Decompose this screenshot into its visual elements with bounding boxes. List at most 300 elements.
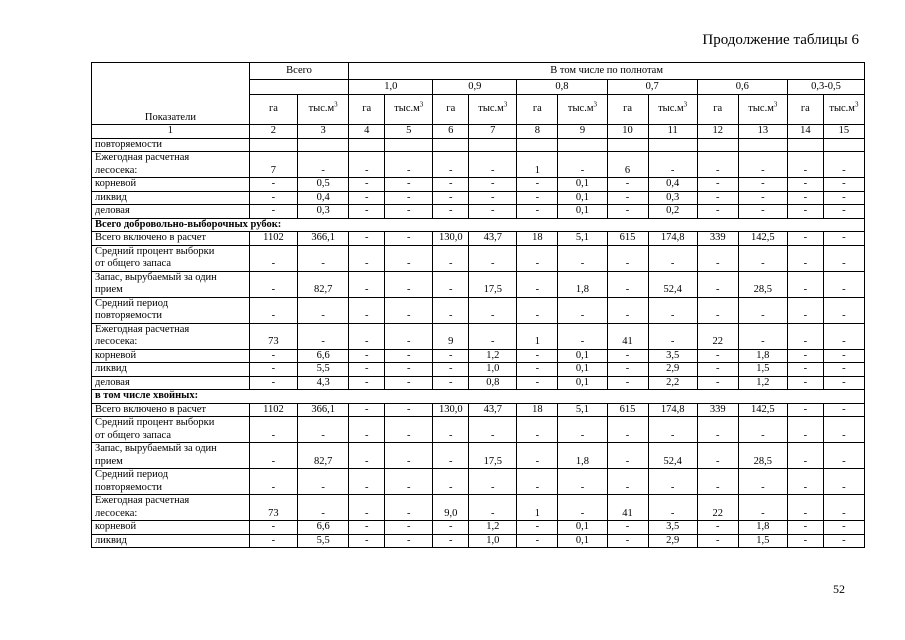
table-cell: -: [385, 232, 433, 246]
table-cell: -: [738, 495, 787, 521]
table-cell: -: [607, 469, 648, 495]
column-number: 11: [648, 125, 697, 139]
header-unit-th-m3: [823, 95, 864, 125]
column-number: 12: [697, 125, 738, 139]
table-row: [92, 534, 865, 548]
row-label-line1: Средний процент выборки: [95, 417, 215, 428]
table-cell: -: [349, 191, 385, 205]
table-cell: -: [823, 349, 864, 363]
section-title: в том числе хвойных:: [92, 390, 865, 404]
column-number: 9: [558, 125, 607, 139]
unit-label: тыс.м: [748, 103, 774, 115]
column-number: 3: [298, 125, 349, 139]
table-cell: -: [607, 376, 648, 390]
table-cell: -: [298, 417, 349, 443]
column-number: 7: [469, 125, 517, 139]
table-cell: -: [517, 297, 558, 323]
table-cell: 142,5: [738, 403, 787, 417]
table-cell: 339: [697, 403, 738, 417]
column-number: 1: [92, 125, 250, 139]
header-unit-ha: га: [607, 95, 648, 125]
table-cell: -: [648, 245, 697, 271]
table-cell: 22: [697, 323, 738, 349]
table-cell: -: [517, 363, 558, 377]
table-cell: 43,7: [469, 403, 517, 417]
row-label-line1: Ежегодная расчетная: [95, 152, 190, 163]
column-number: 6: [433, 125, 469, 139]
row-label: [92, 205, 250, 219]
table-cell: [433, 138, 469, 152]
row-label-line1: Всего включено в расчет: [95, 232, 207, 243]
table-row: [92, 349, 865, 363]
table-cell: 2,9: [648, 363, 697, 377]
table-cell: -: [823, 297, 864, 323]
table-cell: -: [433, 178, 469, 192]
table-cell: -: [738, 297, 787, 323]
section-title: Всего добровольно-выборочных рубок:: [92, 218, 865, 232]
section-row: [92, 218, 865, 232]
row-label-line1: повторяемости: [95, 138, 163, 150]
table-cell: -: [787, 152, 823, 178]
column-number: 10: [607, 125, 648, 139]
table-cell: 130,0: [433, 232, 469, 246]
table-cell: 41: [607, 495, 648, 521]
table-cell: 0,2: [648, 205, 697, 219]
row-label-line2: лесосека:: [95, 336, 138, 347]
unit-sup: 3: [593, 100, 597, 109]
table-cell: -: [823, 152, 864, 178]
table-cell: -: [607, 271, 648, 297]
table-cell: -: [787, 521, 823, 535]
row-label: [92, 271, 250, 297]
table-cell: 366,1: [298, 403, 349, 417]
table-cell: -: [349, 495, 385, 521]
table-cell: 6: [607, 152, 648, 178]
table-row: [92, 495, 865, 521]
table-cell: -: [787, 376, 823, 390]
table-cell: 1,0: [469, 534, 517, 548]
row-label-line2: прием: [95, 455, 123, 467]
table-cell: 1,8: [558, 271, 607, 297]
table-cell: -: [249, 534, 297, 548]
table-cell: -: [385, 417, 433, 443]
row-label: [92, 521, 250, 535]
table-cell: -: [823, 417, 864, 443]
table-cell: [787, 138, 823, 152]
table-cell: 73: [249, 495, 297, 521]
table-cell: 5,1: [558, 232, 607, 246]
table-cell: 1,2: [469, 349, 517, 363]
row-label-line2: лесосека:: [95, 164, 138, 176]
row-label-line1: ликвид: [95, 363, 127, 374]
table-cell: -: [697, 178, 738, 192]
unit-sup: 3: [854, 100, 859, 109]
table-cell: -: [469, 469, 517, 495]
table-cell: -: [249, 363, 297, 377]
table-cell: -: [738, 245, 787, 271]
table-cell: -: [349, 443, 385, 469]
table-cell: -: [823, 403, 864, 417]
table-cell: 17,5: [469, 271, 517, 297]
table-cell: 0,8: [469, 376, 517, 390]
unit-sup: 3: [419, 100, 424, 109]
table-cell: -: [349, 363, 385, 377]
table-cell: -: [385, 323, 433, 349]
table-cell: -: [823, 245, 864, 271]
table-cell: -: [517, 349, 558, 363]
table-cell: -: [517, 521, 558, 535]
table-cell: -: [607, 534, 648, 548]
table-cell: -: [349, 152, 385, 178]
table-cell: -: [607, 417, 648, 443]
table-cell: -: [787, 245, 823, 271]
table-cell: -: [385, 521, 433, 535]
table-cell: -: [738, 323, 787, 349]
table-cell: -: [469, 245, 517, 271]
header-density: 0,7: [607, 80, 697, 95]
table-cell: -: [349, 271, 385, 297]
row-label: [92, 349, 250, 363]
row-label: [92, 495, 250, 521]
header-unit-th-m3: [648, 95, 697, 125]
table-cell: -: [787, 271, 823, 297]
table-cell: -: [433, 349, 469, 363]
table-cell: 366,1: [298, 232, 349, 246]
table-cell: -: [385, 403, 433, 417]
table-cell: -: [558, 417, 607, 443]
table-cell: -: [823, 178, 864, 192]
unit-label: тыс.м: [829, 103, 855, 115]
table-row: [92, 205, 865, 219]
table-cell: -: [249, 205, 297, 219]
header-indicators: Показатели: [92, 63, 250, 125]
table-cell: -: [298, 152, 349, 178]
table-cell: -: [517, 191, 558, 205]
table-cell: 174,8: [648, 232, 697, 246]
table-row: [92, 232, 865, 246]
table-cell: -: [697, 521, 738, 535]
table-cell: -: [385, 205, 433, 219]
table-cell: -: [738, 469, 787, 495]
table-row: [92, 363, 865, 377]
header-unit-th-m3: [558, 95, 607, 125]
table-cell: 82,7: [298, 271, 349, 297]
table-cell: -: [697, 245, 738, 271]
table-cell: -: [349, 349, 385, 363]
header-unit-th-m3: [738, 95, 787, 125]
table-cell: [249, 138, 297, 152]
table-cell: -: [607, 349, 648, 363]
table-cell: -: [823, 521, 864, 535]
table-cell: -: [298, 495, 349, 521]
table-cell: -: [298, 297, 349, 323]
table-cell: 52,4: [648, 443, 697, 469]
header-incl-density: В том числе по полнотам: [349, 63, 865, 80]
row-label-line1: Всего включено в расчет: [95, 403, 207, 415]
table-cell: -: [249, 443, 297, 469]
table-cell: -: [433, 417, 469, 443]
table-cell: -: [349, 297, 385, 323]
table-row: [92, 138, 865, 152]
table-cell: -: [385, 363, 433, 377]
table-cell: 1: [517, 495, 558, 521]
row-label: [92, 323, 250, 349]
table-cell: -: [697, 534, 738, 548]
table-cell: 3,5: [648, 521, 697, 535]
row-label: [92, 191, 250, 205]
table-cell: 0,1: [558, 521, 607, 535]
row-label-line2: прием: [95, 284, 123, 295]
table-cell: -: [787, 443, 823, 469]
table-cell: -: [385, 271, 433, 297]
table-cell: 1: [517, 152, 558, 178]
table-cell: -: [349, 205, 385, 219]
table-row: [92, 417, 865, 443]
table-cell: -: [648, 495, 697, 521]
table-cell: -: [823, 376, 864, 390]
table-cell: 1,2: [469, 521, 517, 535]
row-label-line2: от общего запаса: [95, 429, 171, 441]
table-cell: -: [385, 534, 433, 548]
table-cell: [517, 138, 558, 152]
table-cell: 1102: [249, 232, 297, 246]
unit-label: тыс.м: [658, 103, 684, 115]
table-caption: Продолжение таблицы 6: [702, 32, 859, 48]
table-cell: 7: [249, 152, 297, 178]
table-row: [92, 178, 865, 192]
table-cell: -: [249, 349, 297, 363]
table-cell: -: [249, 417, 297, 443]
table-cell: -: [558, 469, 607, 495]
row-label: [92, 417, 250, 443]
table-cell: -: [607, 521, 648, 535]
table-cell: -: [787, 349, 823, 363]
row-label-line2: повторяемости: [95, 310, 163, 321]
table-cell: -: [298, 469, 349, 495]
table-row: [92, 297, 865, 323]
table-cell: 615: [607, 232, 648, 246]
table-cell: [648, 138, 697, 152]
row-label-line1: Средний процент выборки: [95, 245, 215, 257]
table-cell: -: [517, 443, 558, 469]
table-cell: [469, 138, 517, 152]
table-cell: -: [697, 191, 738, 205]
table-cell: 28,5: [738, 271, 787, 297]
table-cell: -: [385, 376, 433, 390]
table-row: [92, 376, 865, 390]
row-label-line2: повторяемости: [95, 481, 163, 493]
table-cell: -: [697, 152, 738, 178]
row-label: [92, 152, 250, 178]
row-label: [92, 469, 250, 495]
table-cell: -: [349, 534, 385, 548]
row-label: [92, 534, 250, 548]
row-label-line1: Ежегодная расчетная: [95, 323, 190, 335]
table-row: [92, 403, 865, 417]
table-cell: -: [517, 376, 558, 390]
table-cell: -: [349, 232, 385, 246]
table-cell: -: [298, 245, 349, 271]
table-cell: -: [787, 469, 823, 495]
table-cell: -: [787, 205, 823, 219]
header-density: 0,9: [433, 80, 517, 95]
column-number: 2: [249, 125, 297, 139]
table-row: [92, 191, 865, 205]
table-cell: -: [469, 417, 517, 443]
table-cell: -: [558, 495, 607, 521]
table-cell: 0,1: [558, 376, 607, 390]
table-cell: 1: [517, 323, 558, 349]
header-density: 0,6: [697, 80, 787, 95]
header-density: 0,3-0,5: [787, 80, 864, 95]
table-cell: 4,3: [298, 376, 349, 390]
table-cell: -: [607, 178, 648, 192]
header-density: 1,0: [349, 80, 433, 95]
table-cell: 0,3: [648, 191, 697, 205]
table-cell: -: [433, 297, 469, 323]
unit-label: тыс.м: [567, 103, 594, 115]
table-cell: -: [607, 245, 648, 271]
table-cell: -: [385, 495, 433, 521]
section-row: [92, 390, 865, 404]
row-label-line1: Средний период: [95, 469, 169, 480]
column-number: 5: [385, 125, 433, 139]
table-cell: 73: [249, 323, 297, 349]
table-cell: -: [787, 495, 823, 521]
table-cell: -: [385, 245, 433, 271]
table-cell: 41: [607, 323, 648, 349]
table-cell: 339: [697, 232, 738, 246]
table-cell: 0,4: [298, 191, 349, 205]
table-cell: -: [607, 205, 648, 219]
table-cell: -: [433, 205, 469, 219]
table-cell: [558, 138, 607, 152]
table-cell: -: [787, 323, 823, 349]
table-cell: -: [697, 297, 738, 323]
table-cell: -: [738, 178, 787, 192]
table-cell: 0,1: [558, 191, 607, 205]
table-cell: -: [607, 191, 648, 205]
row-label-line2: лесосека:: [95, 507, 138, 519]
table-cell: -: [385, 297, 433, 323]
table-cell: -: [385, 349, 433, 363]
header-unit-th-m3: [298, 95, 349, 125]
table-cell: 9,0: [433, 495, 469, 521]
row-label: [92, 297, 250, 323]
table-cell: -: [738, 205, 787, 219]
table-cell: -: [648, 417, 697, 443]
table-cell: 18: [517, 232, 558, 246]
table-cell: -: [433, 521, 469, 535]
table-cell: -: [648, 469, 697, 495]
table-cell: 5,5: [298, 534, 349, 548]
table-cell: [738, 138, 787, 152]
header-unit-ha: га: [787, 95, 823, 125]
table-cell: -: [697, 469, 738, 495]
table-row: [92, 521, 865, 535]
table-cell: -: [349, 469, 385, 495]
table-cell: -: [823, 534, 864, 548]
table-cell: -: [738, 152, 787, 178]
table-cell: 1,5: [738, 363, 787, 377]
table-cell: -: [648, 152, 697, 178]
table-cell: -: [697, 205, 738, 219]
header-total: Всего: [249, 63, 348, 80]
table-cell: 18: [517, 403, 558, 417]
table-cell: -: [607, 443, 648, 469]
forest-table: [91, 62, 865, 548]
table-cell: -: [433, 534, 469, 548]
table-cell: 0,5: [298, 178, 349, 192]
table-cell: -: [787, 232, 823, 246]
table-cell: -: [249, 376, 297, 390]
table-cell: -: [249, 178, 297, 192]
table-cell: -: [349, 323, 385, 349]
unit-label: тыс.м: [478, 103, 504, 115]
table-cell: -: [823, 271, 864, 297]
table-cell: -: [249, 245, 297, 271]
table-cell: 0,1: [558, 534, 607, 548]
table-cell: 43,7: [469, 232, 517, 246]
table-cell: -: [249, 521, 297, 535]
table-cell: -: [433, 376, 469, 390]
table-cell: 1,2: [738, 376, 787, 390]
row-label-line1: Запас, вырубаемый за один: [95, 271, 217, 283]
unit-sup: 3: [334, 100, 338, 109]
table-cell: -: [249, 271, 297, 297]
table-cell: -: [469, 205, 517, 219]
table-row: [92, 271, 865, 297]
row-label: [92, 403, 250, 417]
table-cell: -: [787, 297, 823, 323]
row-label-line1: Средний период: [95, 297, 169, 309]
table-cell: 1,8: [558, 443, 607, 469]
table-cell: -: [433, 443, 469, 469]
table-cell: -: [517, 245, 558, 271]
table-cell: -: [433, 469, 469, 495]
table-cell: -: [433, 245, 469, 271]
table-cell: -: [517, 178, 558, 192]
header-density: 0,8: [517, 80, 607, 95]
table-cell: -: [697, 443, 738, 469]
table-cell: [349, 138, 385, 152]
table-row: [92, 245, 865, 271]
unit-label: тыс.м: [394, 103, 420, 115]
table-cell: 2,2: [648, 376, 697, 390]
table-cell: -: [787, 417, 823, 443]
table-cell: -: [249, 297, 297, 323]
table-cell: -: [823, 323, 864, 349]
row-label: [92, 138, 250, 152]
row-label-line1: корневой: [95, 178, 137, 189]
table-cell: -: [787, 403, 823, 417]
table-cell: [823, 138, 864, 152]
table-cell: -: [558, 323, 607, 349]
table-cell: [298, 138, 349, 152]
table-cell: 6,6: [298, 349, 349, 363]
table-cell: 0,1: [558, 363, 607, 377]
table-cell: -: [469, 495, 517, 521]
table-cell: -: [697, 271, 738, 297]
unit-sup: 3: [683, 100, 688, 109]
table-cell: -: [823, 205, 864, 219]
header-unit-ha: га: [517, 95, 558, 125]
unit-sup: 3: [503, 100, 508, 109]
unit-sup: 3: [773, 100, 778, 109]
column-number: 13: [738, 125, 787, 139]
table-cell: -: [823, 495, 864, 521]
table-cell: -: [249, 469, 297, 495]
